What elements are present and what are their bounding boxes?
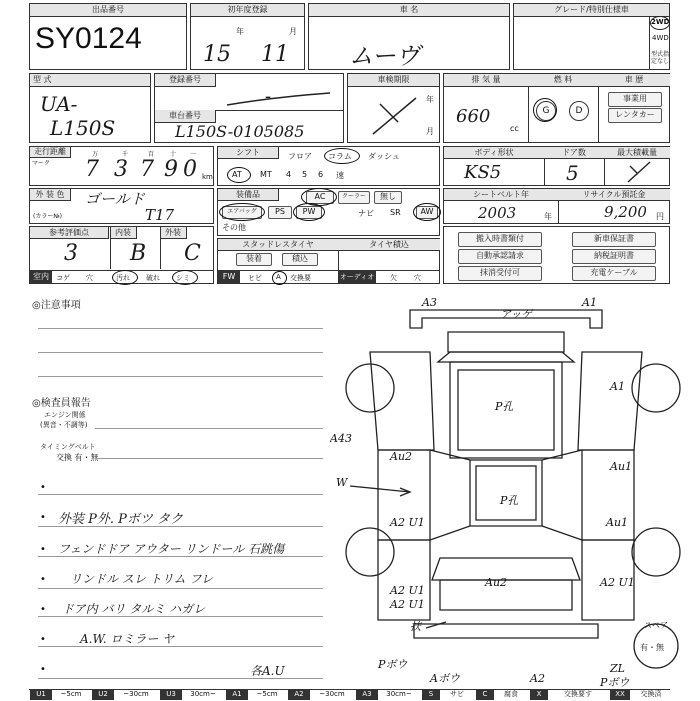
fw-label: FW [218, 270, 240, 284]
circle-mark-pw [293, 203, 325, 221]
car-name: ムーヴ [349, 42, 420, 70]
documents-box [443, 226, 670, 284]
studless-label: スタッドレスタイヤ [218, 239, 339, 251]
car-damage-diagram [330, 290, 700, 688]
mark-label: マーク [32, 160, 51, 167]
km-label: km [202, 173, 213, 181]
equip-pw: PW [296, 206, 322, 219]
engine-fuel-box [443, 73, 670, 143]
registration-box [154, 73, 344, 143]
legend-text-a1: ~5cm [256, 690, 278, 698]
mark-rear-corner: ZL [610, 662, 625, 675]
interior-item-burn: コゲ [56, 274, 70, 282]
mark-door-left-front: Au2 [390, 450, 413, 463]
color-box [29, 188, 214, 224]
fuel-label: 燃 料 [528, 74, 599, 87]
tire-box [217, 238, 440, 284]
legend-code-c: C [476, 689, 494, 700]
mark-w: W [336, 476, 348, 489]
engine-sub-label: (異音・不調等) [40, 421, 88, 429]
capacity-cross-mark [624, 160, 654, 184]
mark-rear-corner-2: Pボウ [600, 676, 630, 688]
inspection-label: 車検期限 [348, 74, 439, 87]
legend-code-x: X [530, 689, 548, 700]
spare-label: スペア [644, 621, 668, 630]
mileage-digit-3: 7 [140, 157, 154, 182]
legend-code-u1: U1 [30, 689, 52, 700]
drive-4wd: 4WD [652, 34, 669, 42]
color-label: 外 装 色 [30, 189, 71, 201]
mileage-label: 走行距離 [30, 147, 71, 158]
mark-rear-bumper-right: A2 [530, 672, 545, 685]
timing-belt-options: 交換 有・無 [56, 453, 99, 462]
legend-code-u3: U3 [160, 689, 182, 700]
mileage-digit-5: 0 [183, 157, 197, 182]
first-reg-month: 11 [261, 42, 289, 67]
legend-code-u2: U2 [92, 689, 114, 700]
digit-unit-ichi: 一 [190, 151, 197, 158]
seatbelt-label: シートベルト年 [444, 189, 559, 201]
caution-line-2 [38, 352, 323, 353]
report-note-3: リンドル スレ トリム フレ [70, 572, 213, 586]
bullet-1: • [40, 512, 46, 523]
legend-text-x: 交換要す [564, 690, 592, 698]
model-box [29, 73, 151, 143]
report-line-6 [38, 678, 323, 679]
doc-delivery-papers: 搬入時書類付 [458, 232, 542, 247]
interior-item-dirt: 汚れ [116, 274, 130, 282]
mark-door-right-rear: A2 U1 [600, 576, 635, 589]
fw-crack: ヒビ [248, 274, 262, 282]
legend-text-xx: 交換済 [640, 690, 662, 698]
doors-label: ドア数 [544, 147, 605, 159]
model-label: 型 式 [30, 74, 150, 87]
car-name-box [308, 3, 510, 70]
mark-hatch: 扶 [410, 620, 421, 633]
ref-score-label: 参考評価点 [30, 227, 109, 239]
equipment-box [217, 188, 440, 236]
mark-bumper: アッゲ [500, 308, 533, 321]
audio-hole: 穴 [414, 274, 421, 282]
fuel-diesel: D [569, 101, 589, 121]
legend-text-s: サビ [450, 690, 464, 698]
rear-bumper [414, 624, 598, 638]
doors-value: 5 [566, 161, 579, 185]
legend-text-u3: 30cm~ [190, 690, 216, 698]
equip-other-label: その他 [222, 223, 246, 232]
exterior-value: C [184, 241, 201, 266]
color-code: T17 [145, 206, 175, 224]
bullet-6: • [40, 664, 46, 675]
mileage-digit-1: 7 [85, 157, 99, 182]
shift-6: 6 [318, 170, 324, 179]
report-line-3 [38, 588, 323, 589]
model-value-1: UA- [40, 92, 78, 116]
color-number-label: (カラー№) [33, 213, 62, 220]
wheel-rear-right [632, 528, 680, 576]
doc-charging-cable: 充電ケーブル [572, 266, 656, 281]
legend-code-a2: A2 [288, 689, 310, 700]
inspector-title: ◎検査員報告 [32, 398, 91, 409]
mark-front-right: A1 [582, 296, 597, 309]
mark-front-left: A3 [422, 296, 437, 309]
digit-unit-hyaku: 百 [148, 151, 155, 158]
doc-new-car-warranty: 新車保証書 [572, 232, 656, 247]
report-note-1: 外装 P外. Pボツ タク [58, 512, 184, 527]
report-line-1 [38, 526, 323, 527]
circle-mark-2wd [650, 16, 670, 30]
capacity-label: 最大積載量 [604, 147, 670, 159]
equip-ac: AC [306, 191, 334, 204]
seatbelt-unit: 年 [544, 212, 552, 221]
shift-dash: ダッシュ [368, 152, 400, 161]
legend-text-u1: ~5cm [60, 690, 82, 698]
month-unit: 月 [289, 27, 297, 36]
first-reg-year: 15 [203, 42, 231, 67]
circle-mark-stain [172, 270, 198, 285]
circle-mark-aw [413, 203, 441, 221]
wheel-front-left [346, 364, 394, 412]
legend-code-s: S [422, 689, 440, 700]
mark-cabin: P孔 [500, 494, 519, 507]
mark-door-left-rear: A2 U1 [390, 584, 425, 597]
equip-aw: AW [416, 206, 438, 219]
fw-a: A [276, 273, 281, 281]
mileage-digit-2: 3 [114, 157, 128, 182]
circle-mark-fw-a [272, 271, 287, 285]
inspection-year-unit: 年 [426, 95, 434, 104]
equip-sr: SR [390, 208, 401, 217]
fuel-gasoline: G [536, 101, 556, 121]
caution-line-1 [38, 328, 323, 329]
mark-rear-bumper-mid: Aボウ [430, 672, 460, 685]
studless-equipped: 装着 [236, 253, 272, 266]
shift-4: 4 [286, 170, 292, 179]
legend-text-c: 腐食 [504, 690, 518, 698]
mark-door-right-front: Au1 [610, 460, 633, 473]
bullet-5: • [40, 634, 46, 645]
legend-code-a3: A3 [356, 689, 378, 700]
report-line-5 [38, 646, 323, 647]
grade-label: グレード/特別仕様車 [514, 4, 669, 17]
report-note-6: 各A.U [250, 664, 285, 678]
digit-unit-man: 万 [92, 151, 99, 158]
engine-line [95, 428, 323, 429]
seatbelt-year: 2003 [478, 204, 517, 222]
circle-mark-dirt [112, 270, 138, 285]
circle-mark-column [324, 148, 360, 164]
legend-code-xx: XX [610, 689, 630, 700]
report-note-2: フェンドドア アウター リンドール 石跳傷 [58, 542, 285, 556]
doc-tax-certificate: 納税証明書 [572, 249, 656, 264]
equip-cooler: クーラー [338, 191, 370, 204]
interior-value: B [130, 241, 147, 266]
recycle-unit: 円 [656, 212, 664, 221]
seatbelt-recycle-box [443, 188, 670, 224]
audio-label: オーディオ [338, 270, 376, 284]
shift-mt: MT [260, 170, 272, 179]
doc-auto-approval: 自動承認請求 [458, 249, 542, 264]
grade-box [513, 3, 670, 70]
score-box [29, 226, 214, 284]
legend-text-a2: ~30cm [319, 690, 345, 698]
drive-none: 型式指定なし [651, 51, 670, 65]
mark-rear-window: Au2 [485, 576, 508, 589]
timing-belt-label: タイミングベルト [40, 443, 96, 451]
legend-text-a3: 30cm~ [386, 690, 412, 698]
digit-unit-sen: 千 [122, 151, 129, 158]
report-note-5: A.W. ロミラー ヤ [80, 632, 175, 646]
mark-door-left-mid: A2 U1 [390, 516, 425, 529]
wheel-rear-left [346, 528, 394, 576]
report-line-0 [38, 494, 323, 495]
bullet-3: • [40, 574, 46, 585]
rear-cabin [470, 460, 542, 526]
exterior-label: 外装 [160, 227, 187, 239]
inspection-cross-mark [368, 92, 423, 140]
cc-unit: cc [510, 124, 519, 133]
car-name-label: 車 名 [309, 4, 509, 17]
legend-text-u2: ~30cm [123, 690, 149, 698]
lot-number: SY0124 [35, 22, 142, 55]
mark-pillar-left: A43 [330, 432, 352, 445]
reg-label: 登録番号 [155, 74, 216, 87]
displacement-label: 排 気 量 [444, 74, 529, 87]
legend-code-a1: A1 [226, 689, 248, 700]
ref-score-value: 3 [64, 241, 78, 266]
recycle-label: リサイクル預託金 [558, 189, 670, 201]
equip-airbag: エアバッグ [222, 206, 262, 219]
vehicle-business-use: 事業用 [608, 92, 662, 107]
circle-mark-at [227, 167, 251, 183]
report-note-4: ドア内 バリ タルミ ハガレ [62, 602, 206, 616]
shift-column: コラム [328, 152, 352, 161]
audio-missing: 欠 [390, 274, 397, 282]
circle-mark-gasoline [533, 98, 557, 122]
mileage-box [29, 146, 214, 186]
shift-box [217, 146, 440, 186]
equipment-label: 装備品 [218, 189, 279, 201]
caution-title: ◎注意事項 [32, 300, 81, 311]
bullet-0: • [40, 482, 46, 493]
vehicle-history-label: 車 歴 [598, 74, 670, 87]
windshield [438, 352, 574, 362]
vehicle-rental: レンタカー [608, 108, 662, 123]
interior-label: 内装 [110, 227, 137, 239]
circle-mark-airbag [219, 203, 265, 221]
hood [448, 332, 564, 352]
color-value: ゴールド [85, 190, 145, 208]
shift-label: シフト [218, 147, 279, 159]
model-value-2: L150S [50, 116, 116, 140]
mark-rear-bumper-left: Pボウ [378, 658, 408, 671]
bullet-4: • [40, 604, 46, 615]
tire-label: タイヤ積込 [338, 239, 440, 251]
spare-value: 有・無 [640, 643, 664, 652]
shift-floor: フロア [288, 152, 312, 161]
displacement-value: 660 [456, 106, 491, 127]
year-unit: 年 [236, 27, 244, 36]
equip-navi: ナビ [358, 209, 374, 218]
body-box [443, 146, 670, 186]
lot-label: 出品番号 [30, 4, 186, 17]
reg-strike-mark [225, 89, 335, 109]
chassis-value: L150S-0105085 [175, 122, 305, 141]
report-line-2 [38, 556, 323, 557]
mileage-digit-4: 9 [164, 157, 178, 182]
reg-value: - [265, 86, 272, 107]
recycle-value: 9,200 [604, 203, 647, 221]
equip-ps: PS [268, 206, 292, 219]
report-line-4 [38, 616, 323, 617]
first-registration-box [190, 3, 305, 70]
drive-2wd: 2WD [651, 18, 670, 26]
front-right-fender [578, 352, 642, 450]
mark-door-right-mid: Au1 [606, 516, 629, 529]
chassis-label: 車台番号 [155, 110, 216, 123]
mark-fender-right: A1 [610, 380, 625, 393]
shift-5: 5 [302, 170, 308, 179]
first-reg-label: 初年度登録 [191, 4, 304, 17]
studless-loaded: 積込 [282, 253, 318, 266]
equip-none: 無し [374, 191, 402, 204]
engine-label: エンジン関係 [44, 411, 86, 419]
interior-item-hole: 穴 [86, 274, 93, 282]
caution-line-3 [38, 376, 323, 377]
inspection-box [347, 73, 440, 143]
body-type-label: ボディ形状 [444, 147, 545, 159]
fw-replace: 交換要 [290, 274, 311, 282]
digit-unit-juu: 十 [170, 151, 177, 158]
body-type-value: KS5 [464, 162, 502, 183]
lot-box [29, 3, 187, 70]
timing-line [95, 458, 323, 459]
interior-item-tear: 破れ [146, 274, 160, 282]
inspection-month-unit: 月 [426, 127, 434, 136]
shift-speed: 速 [336, 171, 344, 180]
interior-row-label: 室内 [30, 270, 52, 284]
mark-roof: P孔 [495, 400, 514, 413]
doc-deregistration: 抹消受付可 [458, 266, 542, 281]
interior-item-stain: シミ [176, 274, 190, 282]
shift-at: AT [232, 170, 242, 179]
bullet-2: • [40, 544, 46, 555]
mark-rear-left: A2 U1 [390, 598, 425, 611]
